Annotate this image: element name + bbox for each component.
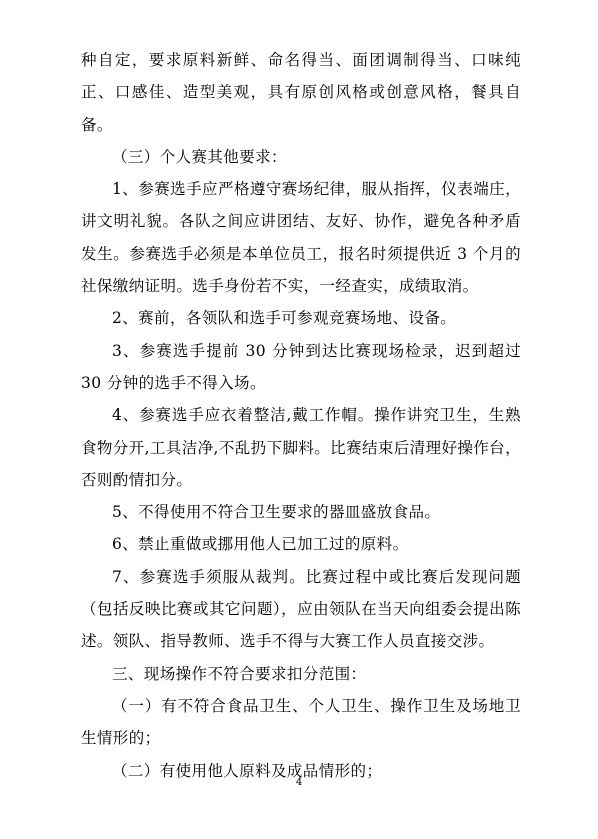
rule-item-1: 1、参赛选手应严格遵守赛场纪律，服从指挥，仪表端庄，讲文明礼貌。各队之间应讲团结、友好、协作，避免各种矛盾发生。参赛选手必须是本单位员工，报名时须提供近 3 个月的社保缴纳证明。选手身份若不实，一经查实，成绩取消。 xyxy=(81,180,521,296)
deduction-item-2: （二）有使用他人原料及成品情形的； xyxy=(112,761,383,780)
section-heading-individual-requirements: （三）个人赛其他要求： xyxy=(112,147,287,166)
rule-item-6: 6、禁止重做或挪用他人已加工过的原料。 xyxy=(112,535,409,554)
rule-item-7: 7、参赛选手须服从裁判。比赛过程中或比赛后发现问题（包括反映比赛或其它问题），应由领队在当天向组委会提出陈述。领队、指导教师、选手不得与大赛工作人员直接交涉。 xyxy=(81,567,521,651)
page-number: 4 xyxy=(295,777,303,788)
rule-item-3: 3、参赛选手提前 30 分钟到达比赛现场检录，迟到超过 30 分钟的选手不得入场。 xyxy=(81,341,521,392)
deduction-item-1: （一）有不符合食品卫生、个人卫生、操作卫生及场地卫生情形的； xyxy=(81,696,521,748)
rule-item-2: 2、赛前，各领队和选手可参观竞赛场地、设备。 xyxy=(112,309,457,328)
rule-item-5: 5、不得使用不符合卫生要求的器皿盛放食品。 xyxy=(112,503,441,522)
section-heading-deduction-scope: 三、现场操作不符合要求扣分范围： xyxy=(112,664,367,683)
rule-item-4: 4、参赛选手应衣着整洁,戴工作帽。操作讲究卫生，生熟食物分开,工具洁净,不乱扔下脚料。比赛结束后清理好操作台，否则酌情扣分。 xyxy=(81,406,521,489)
document-body xyxy=(81,44,521,787)
paragraph-continuation: 种自定，要求原料新鲜、命名得当、面团调制得当、口味纯正、口感佳、造型美观，具有原创风格或创意风格，餐具自备。 xyxy=(81,51,521,134)
